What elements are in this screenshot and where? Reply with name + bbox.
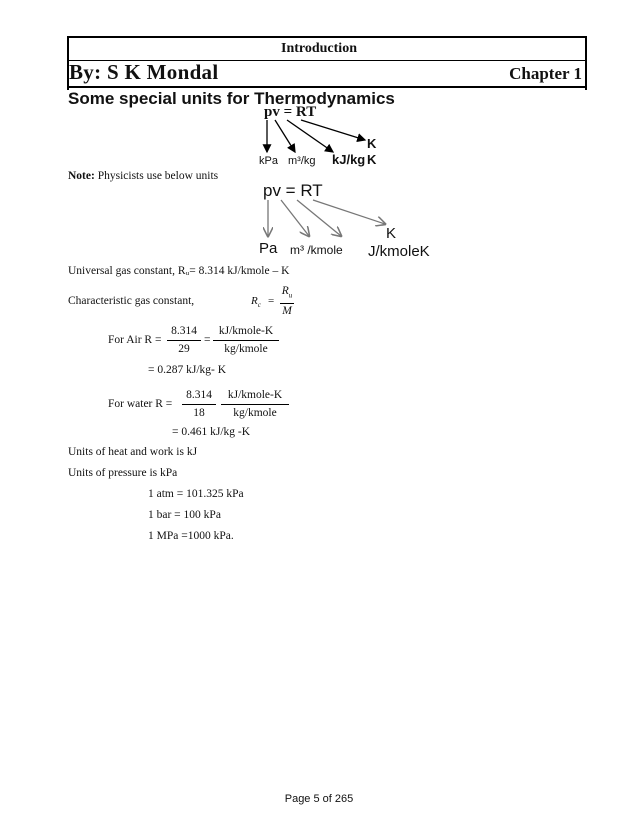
header-bottom-rule xyxy=(67,86,585,88)
air-unit-bar xyxy=(213,340,279,341)
bar-conversion: 1 bar = 100 kPa xyxy=(148,509,221,521)
char-numerator xyxy=(279,285,295,299)
characteristic-gas-label: Characteristic gas constant, xyxy=(68,295,195,307)
water-unit-bar xyxy=(221,404,289,405)
page-number: Page 5 of 265 xyxy=(284,793,354,805)
diagram1-unit-temperature: K xyxy=(367,136,377,151)
water-numerator: 8.314 xyxy=(186,389,212,401)
char-lhs-symbol: R xyxy=(251,295,258,307)
air-label: For Air R = xyxy=(108,334,162,346)
diagram2-unit-volume: m³ /kmole xyxy=(290,243,343,257)
mpa-conversion: 1 MPa =1000 kPa. xyxy=(148,530,234,542)
header-chapter: Chapter 1 xyxy=(509,64,582,83)
air-equals: = xyxy=(204,334,211,346)
char-denominator: M xyxy=(282,305,292,317)
heat-work-units: Units of heat and work is kJ xyxy=(68,446,198,458)
section-heading: Some special units for Thermodynamics xyxy=(68,89,395,108)
air-unit-numerator: kJ/kmole-K xyxy=(218,325,274,337)
diagram2-arrows xyxy=(255,198,405,244)
diagram1-unit-gas-constant: kJ/kg xyxy=(332,152,366,167)
diagram1-equation: pv = RT xyxy=(264,104,317,120)
header-section: Introduction xyxy=(281,41,357,56)
diagram2-equation: pv = RT xyxy=(263,181,323,200)
air-result: = 0.287 kJ/kg- K xyxy=(148,364,227,376)
char-equals: = xyxy=(268,295,275,307)
diagram1-unit-volume: m³/kg xyxy=(288,155,316,167)
diagram1-unit-pressure: kPa xyxy=(259,155,278,167)
air-fraction-bar xyxy=(167,340,201,341)
char-num-sub: u xyxy=(288,291,293,300)
note-text: Physicists use below units xyxy=(97,170,219,182)
water-denominator: 18 xyxy=(193,407,205,419)
diagram2-unit-gas-constant: J/kmoleK xyxy=(368,243,430,260)
char-num-symbol: R xyxy=(281,285,289,297)
char-fraction-bar xyxy=(280,303,294,304)
char-lhs-sub: c xyxy=(257,301,261,310)
water-label: For water R = xyxy=(108,398,173,410)
char-lhs xyxy=(251,295,261,309)
pressure-units: Units of pressure is kPa xyxy=(68,467,178,479)
air-numerator: 8.314 xyxy=(171,325,197,337)
water-unit-numerator: kJ/kmole-K xyxy=(227,389,283,401)
water-fraction-bar xyxy=(182,404,216,405)
air-unit-denominator: kg/kmole xyxy=(224,343,268,355)
note-line xyxy=(68,170,218,182)
air-denominator: 29 xyxy=(178,343,190,355)
water-unit-denominator: kg/kmole xyxy=(233,407,277,419)
diagram1-unit-temperature-2: K xyxy=(367,152,377,167)
universal-gas-constant: Universal gas constant, Rᵤ= 8.314 kJ/kmole – K xyxy=(68,265,290,277)
water-result: = 0.461 kJ/kg -K xyxy=(172,426,251,438)
diagram2-unit-pressure: Pa xyxy=(259,240,278,257)
note-label: Note: xyxy=(68,170,95,182)
atm-conversion: 1 atm = 101.325 kPa xyxy=(148,488,244,500)
header-author: By: S K Mondal xyxy=(69,60,219,84)
diagram2-unit-temperature: K xyxy=(386,225,397,242)
